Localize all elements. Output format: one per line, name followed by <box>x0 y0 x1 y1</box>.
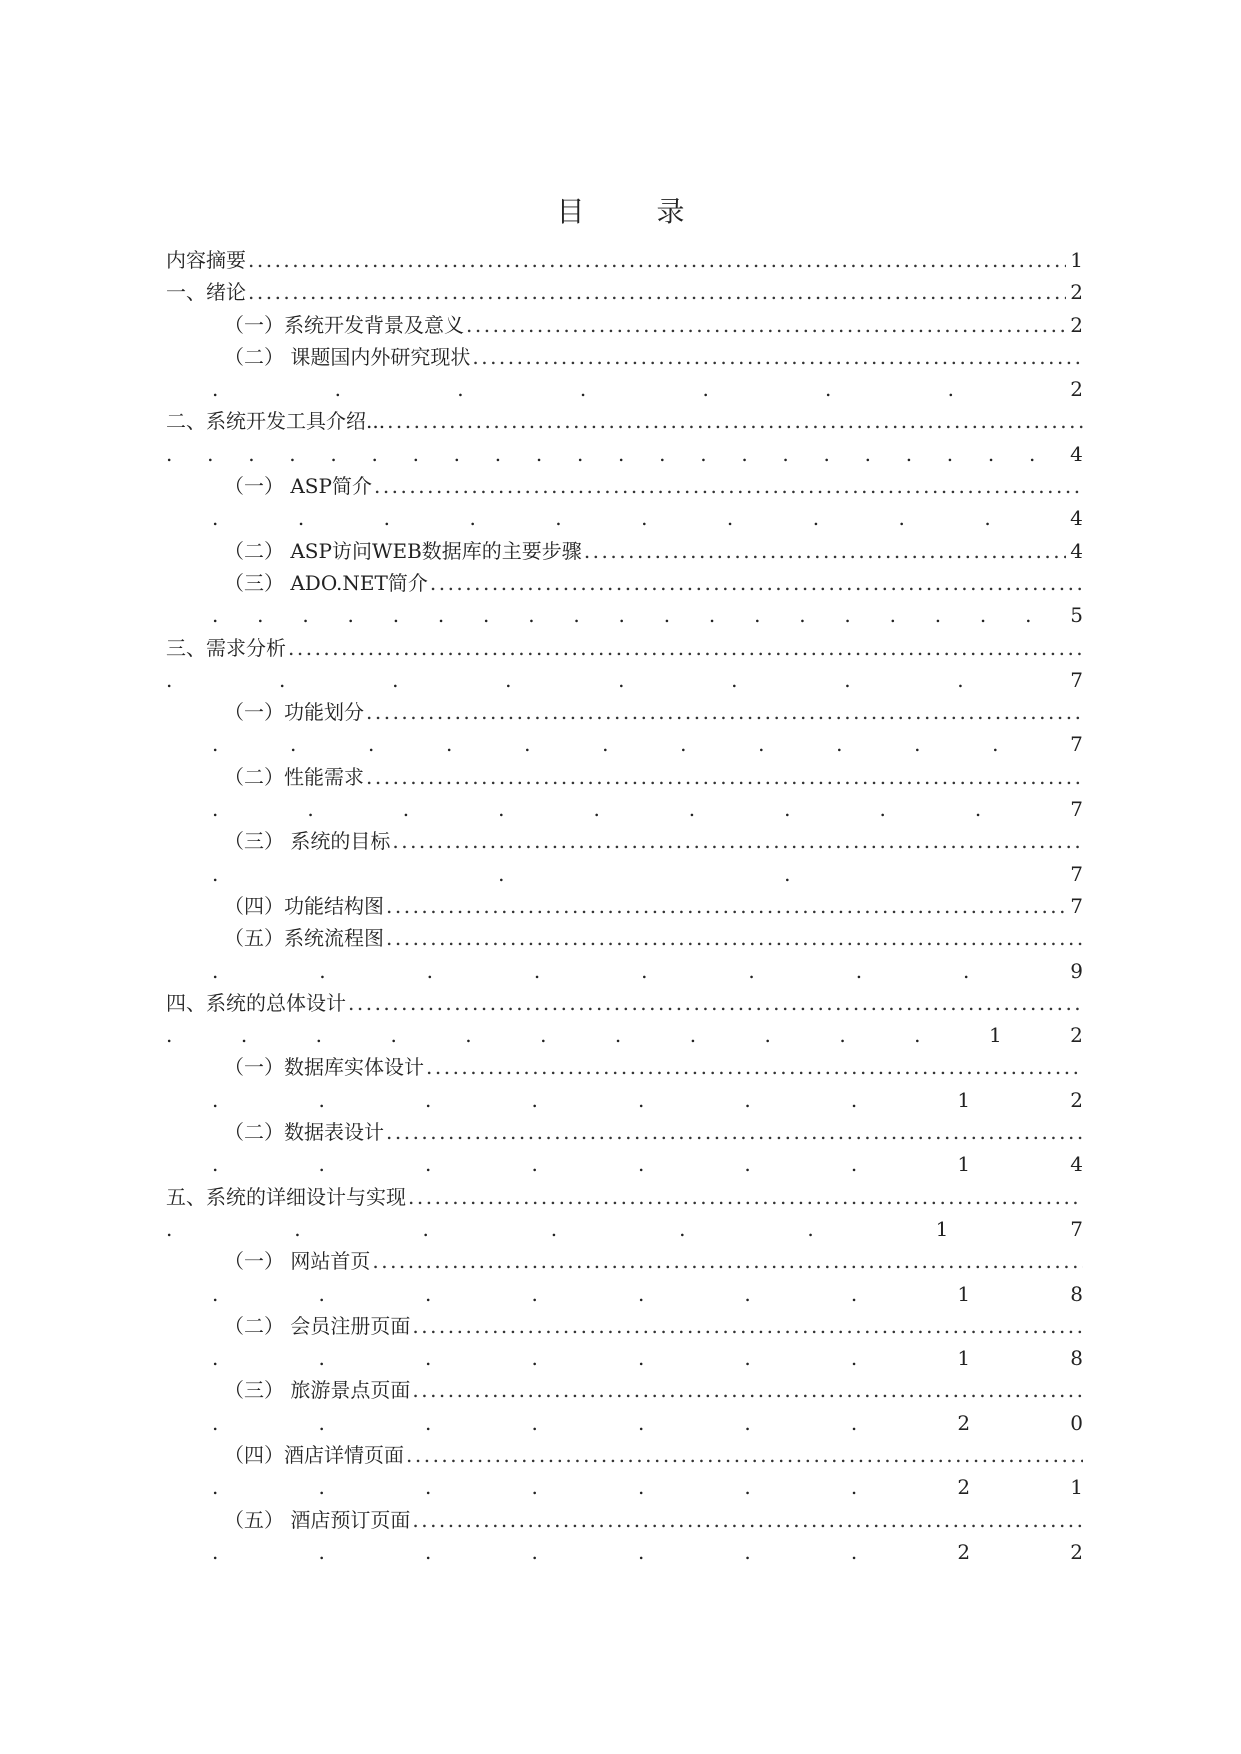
leader-dot: . <box>289 441 296 466</box>
toc-entry[interactable] <box>166 1310 1083 1342</box>
toc-entry-label: （五） 酒店预订页面 <box>224 1507 411 1532</box>
leader-dot: . <box>637 1281 645 1306</box>
leader-dot: . <box>533 958 541 983</box>
dot-leader <box>366 761 1083 793</box>
leader-dot: . <box>248 441 255 466</box>
toc-entry[interactable] <box>166 1051 1083 1083</box>
leader-dot: . <box>850 1539 858 1564</box>
toc-entry-continuation <box>166 1536 1083 1568</box>
leader-dot: . <box>850 1346 858 1371</box>
toc-entry[interactable] <box>166 276 1083 308</box>
leader-dot: . <box>700 441 707 466</box>
dot-leader <box>472 341 1083 373</box>
leader-dot: . <box>974 797 982 822</box>
leader-dot: . <box>602 732 609 757</box>
leader-dot: . <box>318 1087 325 1112</box>
toc-entry[interactable] <box>166 1504 1083 1536</box>
leader-dot: . <box>889 603 896 628</box>
toc-entry-page-digit: 0 <box>1070 1410 1083 1435</box>
dot-leader <box>406 1439 1083 1471</box>
leader-dot: . <box>383 506 390 531</box>
leader-dot: . <box>424 1410 432 1435</box>
toc-entry-page-digit: 2 <box>957 1475 971 1500</box>
dot-leader <box>372 1245 1083 1277</box>
leader-dot: . <box>212 861 219 886</box>
toc-entry[interactable] <box>166 244 1083 276</box>
leader-dot: . <box>212 732 219 757</box>
leader-dot: . <box>166 1023 173 1048</box>
toc-entry-label: （二）数据表设计 <box>224 1120 384 1145</box>
toc-entry-page-digit: 2 <box>1070 1023 1083 1048</box>
toc-entry-label: （一）系统开发背景及意义 <box>224 312 464 337</box>
toc-entry-page-digit: 2 <box>957 1410 971 1435</box>
toc-entry-page-digit: 7 <box>1070 667 1083 692</box>
leader-dot: . <box>659 441 666 466</box>
toc-entry-page-digit: 7 <box>1070 1216 1083 1241</box>
toc-entry[interactable] <box>166 890 1083 922</box>
leader-dot: . <box>424 1152 432 1177</box>
dot-leader <box>412 1504 1083 1536</box>
leader-dot: . <box>1025 603 1032 628</box>
leader-dot: . <box>744 1475 751 1500</box>
leader-dot: . <box>914 732 921 757</box>
toc-entry-label: （一）功能划分 <box>224 700 364 725</box>
leader-dot: . <box>689 1023 697 1048</box>
leader-dot: . <box>934 603 942 628</box>
leader-dot: . <box>618 603 625 628</box>
toc-entry-label: 四、系统的总体设计 <box>166 990 346 1015</box>
leader-dot: . <box>424 1087 432 1112</box>
leader-dot: . <box>744 1346 751 1371</box>
toc-entry-label: （二） 课题国内外研究现状 <box>224 344 471 369</box>
toc-title: 目 录 <box>556 195 707 228</box>
toc-entry-continuation <box>166 1084 1083 1116</box>
leader-dot: . <box>531 1539 538 1564</box>
leader-dot: . <box>663 603 671 628</box>
leader-dot: . <box>207 441 214 466</box>
leader-dot: . <box>531 1281 538 1306</box>
leader-dot: . <box>212 1475 219 1500</box>
leader-dot: . <box>437 603 445 628</box>
leader-dot: . <box>618 667 625 692</box>
toc-entry-page-digit: 1 <box>935 1216 949 1241</box>
dot-leader <box>386 922 1083 954</box>
leader-dot: . <box>531 1475 538 1500</box>
toc-entry-continuation <box>166 438 1083 470</box>
leader-dot: . <box>318 1281 325 1306</box>
leader-dot: . <box>850 1410 858 1435</box>
dot-leader <box>408 1181 1083 1213</box>
leader-dot: . <box>347 603 354 628</box>
leader-dot: . <box>754 603 761 628</box>
toc-entry-continuation <box>166 1278 1083 1310</box>
leader-dot: . <box>555 506 562 531</box>
leader-dot: . <box>212 377 219 402</box>
leader-dot: . <box>212 1152 219 1177</box>
toc-entry-label: （一）数据库实体设计 <box>224 1055 424 1080</box>
toc-entry[interactable] <box>166 696 1083 728</box>
toc-entry[interactable] <box>166 1439 1083 1471</box>
leader-dot: . <box>540 1023 547 1048</box>
toc-entry-page-digit: 1 <box>988 1023 1002 1048</box>
leader-dot: . <box>879 797 886 822</box>
toc-entry[interactable] <box>166 1374 1083 1406</box>
leader-dot: . <box>844 603 851 628</box>
leader-dot: . <box>550 1216 558 1241</box>
dot-leader <box>426 1051 1083 1083</box>
leader-dot: . <box>528 603 535 628</box>
leader-dot: . <box>531 1152 538 1177</box>
leader-dot: . <box>782 441 789 466</box>
toc-entry-page-digit: 4 <box>1070 441 1083 466</box>
toc-entry-label: （一） ASP简介 <box>224 474 372 499</box>
leader-dot: . <box>330 441 337 466</box>
leader-dot: . <box>257 603 264 628</box>
leader-dot: . <box>212 1539 219 1564</box>
toc-entry-label: （三） 旅游景点页面 <box>224 1378 411 1403</box>
leader-dot: . <box>744 1410 751 1435</box>
toc-entry[interactable] <box>166 405 1083 437</box>
leader-dot: . <box>618 441 625 466</box>
leader-dot: . <box>294 1216 301 1241</box>
toc-entry[interactable] <box>166 1116 1083 1148</box>
toc-entry-label: 二、系统开发工具介绍... <box>166 409 386 434</box>
leader-dot: . <box>688 797 696 822</box>
toc-entry-page-digit: 2 <box>1070 1539 1083 1564</box>
leader-dot: . <box>984 506 991 531</box>
leader-dot: . <box>744 1539 751 1564</box>
leader-dot: . <box>807 1216 814 1241</box>
leader-dot: . <box>947 377 955 402</box>
leader-dot: . <box>850 1152 858 1177</box>
toc-entry-page: 1 <box>1070 248 1083 272</box>
toc-entry-label: 五、系统的详细设计与实现 <box>166 1184 406 1209</box>
leader-dot: . <box>850 1087 858 1112</box>
toc-entry-page-digit: 7 <box>1070 861 1083 886</box>
leader-dot: . <box>212 1087 219 1112</box>
toc-entry[interactable] <box>166 567 1083 599</box>
toc-entry-page: 2 <box>1070 312 1083 337</box>
leader-dot: . <box>784 861 791 886</box>
toc-entry-page-digit: 1 <box>957 1346 971 1371</box>
leader-dot: . <box>748 958 755 983</box>
toc-entry-page-digit: 2 <box>957 1539 971 1564</box>
toc-entry-continuation <box>166 373 1083 405</box>
leader-dot: . <box>505 667 512 692</box>
leader-dot: . <box>392 667 399 692</box>
toc-entry[interactable] <box>166 341 1083 373</box>
toc-entry-continuation <box>166 858 1083 890</box>
leader-dot: . <box>240 1023 248 1048</box>
leader-dot: . <box>823 441 830 466</box>
leader-dot: . <box>726 506 734 531</box>
leader-dot: . <box>637 1410 645 1435</box>
leader-dot: . <box>946 441 954 466</box>
leader-dot: . <box>855 958 863 983</box>
leader-dot: . <box>297 506 305 531</box>
toc-entry-page-digit: 1 <box>957 1087 971 1112</box>
dot-leader <box>392 825 1083 857</box>
toc-entry-continuation <box>166 955 1083 987</box>
toc-entry-page-digit: 4 <box>1070 506 1083 531</box>
leader-dot: . <box>987 441 995 466</box>
toc-entry-label: （四）酒店详情页面 <box>224 1442 404 1467</box>
leader-dot: . <box>390 1023 397 1048</box>
leader-dot: . <box>614 1023 622 1048</box>
toc-entry[interactable] <box>166 535 1083 567</box>
leader-dot: . <box>992 732 999 757</box>
toc-entry-page-digit: 5 <box>1070 603 1083 628</box>
leader-dot: . <box>498 797 505 822</box>
leader-dot: . <box>764 1023 771 1048</box>
toc-entry-continuation <box>166 1471 1083 1503</box>
leader-dot: . <box>212 1410 219 1435</box>
leader-dot: . <box>166 1216 173 1241</box>
dot-leader <box>374 470 1083 502</box>
leader-dot: . <box>483 603 490 628</box>
dot-leader <box>387 405 1083 437</box>
leader-dot: . <box>494 441 502 466</box>
leader-dot: . <box>898 506 905 531</box>
toc-entry-page-digit: 9 <box>1070 958 1083 983</box>
leader-dot: . <box>426 958 433 983</box>
toc-list <box>166 244 1083 1568</box>
leader-dot: . <box>319 958 326 983</box>
toc-entry-page-digit: 7 <box>1070 732 1083 757</box>
dot-leader <box>386 1116 1083 1148</box>
toc-entry[interactable] <box>166 1245 1083 1277</box>
leader-dot: . <box>576 441 584 466</box>
leader-dot: . <box>593 797 600 822</box>
leader-dot: . <box>637 1087 645 1112</box>
leader-dot: . <box>318 1152 325 1177</box>
leader-dot: . <box>453 441 461 466</box>
leader-dot: . <box>535 441 543 466</box>
dot-leader <box>248 244 1066 276</box>
leader-dot: . <box>531 1410 538 1435</box>
leader-dot: . <box>758 732 765 757</box>
leader-dot: . <box>422 1216 429 1241</box>
leader-dot: . <box>446 732 453 757</box>
leader-dot: . <box>368 732 375 757</box>
toc-entry[interactable] <box>166 761 1083 793</box>
leader-dot: . <box>424 1475 432 1500</box>
dot-leader <box>412 1310 1083 1342</box>
toc-entry-page: 2 <box>1070 280 1083 305</box>
leader-dot: . <box>979 603 987 628</box>
toc-entry-continuation <box>166 1407 1083 1439</box>
leader-dot: . <box>741 441 748 466</box>
leader-dot: . <box>844 667 851 692</box>
dot-leader <box>366 696 1083 728</box>
leader-dot: . <box>637 1475 645 1500</box>
leader-dot: . <box>524 732 531 757</box>
toc-entry-label: （四）功能结构图 <box>224 893 384 918</box>
leader-dot: . <box>702 377 709 402</box>
leader-dot: . <box>812 506 820 531</box>
leader-dot: . <box>212 1346 219 1371</box>
toc-entry-continuation <box>166 793 1083 825</box>
leader-dot: . <box>334 377 341 402</box>
leader-dot: . <box>744 1281 751 1306</box>
leader-dot: . <box>315 1023 322 1048</box>
leader-dot: . <box>166 441 173 466</box>
leader-dot: . <box>371 441 378 466</box>
toc-entry-continuation <box>166 502 1083 534</box>
toc-entry-continuation <box>166 728 1083 760</box>
leader-dot: . <box>212 1281 219 1306</box>
dot-leader <box>248 276 1066 308</box>
leader-dot: . <box>302 603 309 628</box>
toc-entry[interactable] <box>166 987 1083 1019</box>
leader-dot: . <box>731 667 738 692</box>
leader-dot: . <box>836 732 843 757</box>
toc-entry-continuation <box>166 1342 1083 1374</box>
leader-dot: . <box>318 1410 325 1435</box>
toc-entry-label: （二） 会员注册页面 <box>224 1313 411 1338</box>
leader-dot: . <box>637 1346 645 1371</box>
toc-entry-continuation <box>166 664 1083 696</box>
leader-dot: . <box>212 797 219 822</box>
leader-dot: . <box>279 667 286 692</box>
toc-entry-continuation <box>166 1019 1083 1051</box>
leader-dot: . <box>531 1087 538 1112</box>
leader-dot: . <box>839 1023 846 1048</box>
toc-entry[interactable] <box>166 922 1083 954</box>
toc-entry[interactable] <box>166 825 1083 857</box>
leader-dot: . <box>212 958 219 983</box>
toc-entry[interactable] <box>166 1181 1083 1213</box>
toc-entry-continuation <box>166 1213 1083 1245</box>
leader-dot: . <box>850 1475 858 1500</box>
leader-dot: . <box>318 1346 325 1371</box>
toc-entry[interactable] <box>166 470 1083 502</box>
leader-dot: . <box>679 1216 686 1241</box>
toc-entry-label: （五）系统流程图 <box>224 926 384 951</box>
leader-dot: . <box>212 603 219 628</box>
toc-entry-page-digit: 8 <box>1070 1346 1083 1371</box>
leader-dot: . <box>424 1539 432 1564</box>
toc-entry-page-digit: 1 <box>957 1152 971 1177</box>
leader-dot: . <box>498 861 505 886</box>
leader-dot: . <box>957 667 964 692</box>
toc-entry-page-digit: 8 <box>1070 1281 1083 1306</box>
leader-dot: . <box>744 1087 751 1112</box>
toc-entry-page: 4 <box>1070 538 1083 563</box>
toc-entry-label: （二） ASP访问WEB数据库的主要步骤 <box>224 538 582 563</box>
toc-entry[interactable] <box>166 632 1083 664</box>
leader-dot: . <box>1028 441 1036 466</box>
leader-dot: . <box>392 603 400 628</box>
toc-entry-page-digit: 1 <box>1070 1475 1083 1500</box>
toc-entry-page-digit: 2 <box>1070 377 1083 402</box>
leader-dot: . <box>465 1023 472 1048</box>
leader-dot: . <box>850 1281 858 1306</box>
leader-dot: . <box>708 603 716 628</box>
toc-entry-label: （三） ADO.NET简介 <box>224 570 428 595</box>
leader-dot: . <box>962 958 970 983</box>
toc-entry-label: （二）性能需求 <box>224 764 364 789</box>
leader-dot: . <box>318 1539 325 1564</box>
leader-dot: . <box>680 732 687 757</box>
toc-entry-continuation <box>166 599 1083 631</box>
dot-leader <box>412 1374 1083 1406</box>
leader-dot: . <box>905 441 913 466</box>
leader-dot: . <box>784 797 791 822</box>
dot-leader <box>584 535 1066 567</box>
toc-entry-label: 一、绪论 <box>166 280 246 305</box>
toc-entry-label: 三、需求分析 <box>166 635 286 660</box>
toc-entry-label: （一） 网站首页 <box>224 1249 371 1274</box>
leader-dot: . <box>402 797 410 822</box>
leader-dot: . <box>290 732 297 757</box>
toc-entry-page-digit: 1 <box>957 1281 971 1306</box>
leader-dot: . <box>307 797 314 822</box>
toc-entry-page: 7 <box>1070 893 1083 918</box>
leader-dot: . <box>641 958 648 983</box>
toc-entry-label: 内容摘要 <box>166 248 246 272</box>
leader-dot: . <box>573 603 580 628</box>
leader-dot: . <box>914 1023 921 1048</box>
leader-dot: . <box>637 1152 645 1177</box>
dot-leader <box>288 632 1083 664</box>
dot-leader <box>348 987 1083 1019</box>
leader-dot: . <box>457 377 464 402</box>
leader-dot: . <box>744 1152 751 1177</box>
leader-dot: . <box>166 667 173 692</box>
leader-dot: . <box>531 1346 538 1371</box>
leader-dot: . <box>637 1539 645 1564</box>
dot-leader <box>430 567 1083 599</box>
leader-dot: . <box>469 506 476 531</box>
leader-dot: . <box>864 441 871 466</box>
leader-dot: . <box>424 1281 432 1306</box>
toc-entry[interactable] <box>166 309 1083 341</box>
leader-dot: . <box>318 1475 325 1500</box>
toc-entry-page-digit: 7 <box>1070 797 1083 822</box>
leader-dot: . <box>412 441 419 466</box>
toc-entry-label: （三） 系统的目标 <box>224 829 391 854</box>
leader-dot: . <box>579 377 587 402</box>
leader-dot: . <box>799 603 806 628</box>
leader-dot: . <box>825 377 832 402</box>
toc-entry-page-digit: 2 <box>1070 1087 1083 1112</box>
dot-leader <box>386 890 1066 922</box>
dot-leader <box>466 309 1066 341</box>
leader-dot: . <box>641 506 648 531</box>
toc-entry-page-digit: 4 <box>1070 1152 1083 1177</box>
leader-dot: . <box>212 506 219 531</box>
toc-entry-continuation <box>166 1148 1083 1180</box>
leader-dot: . <box>424 1346 432 1371</box>
